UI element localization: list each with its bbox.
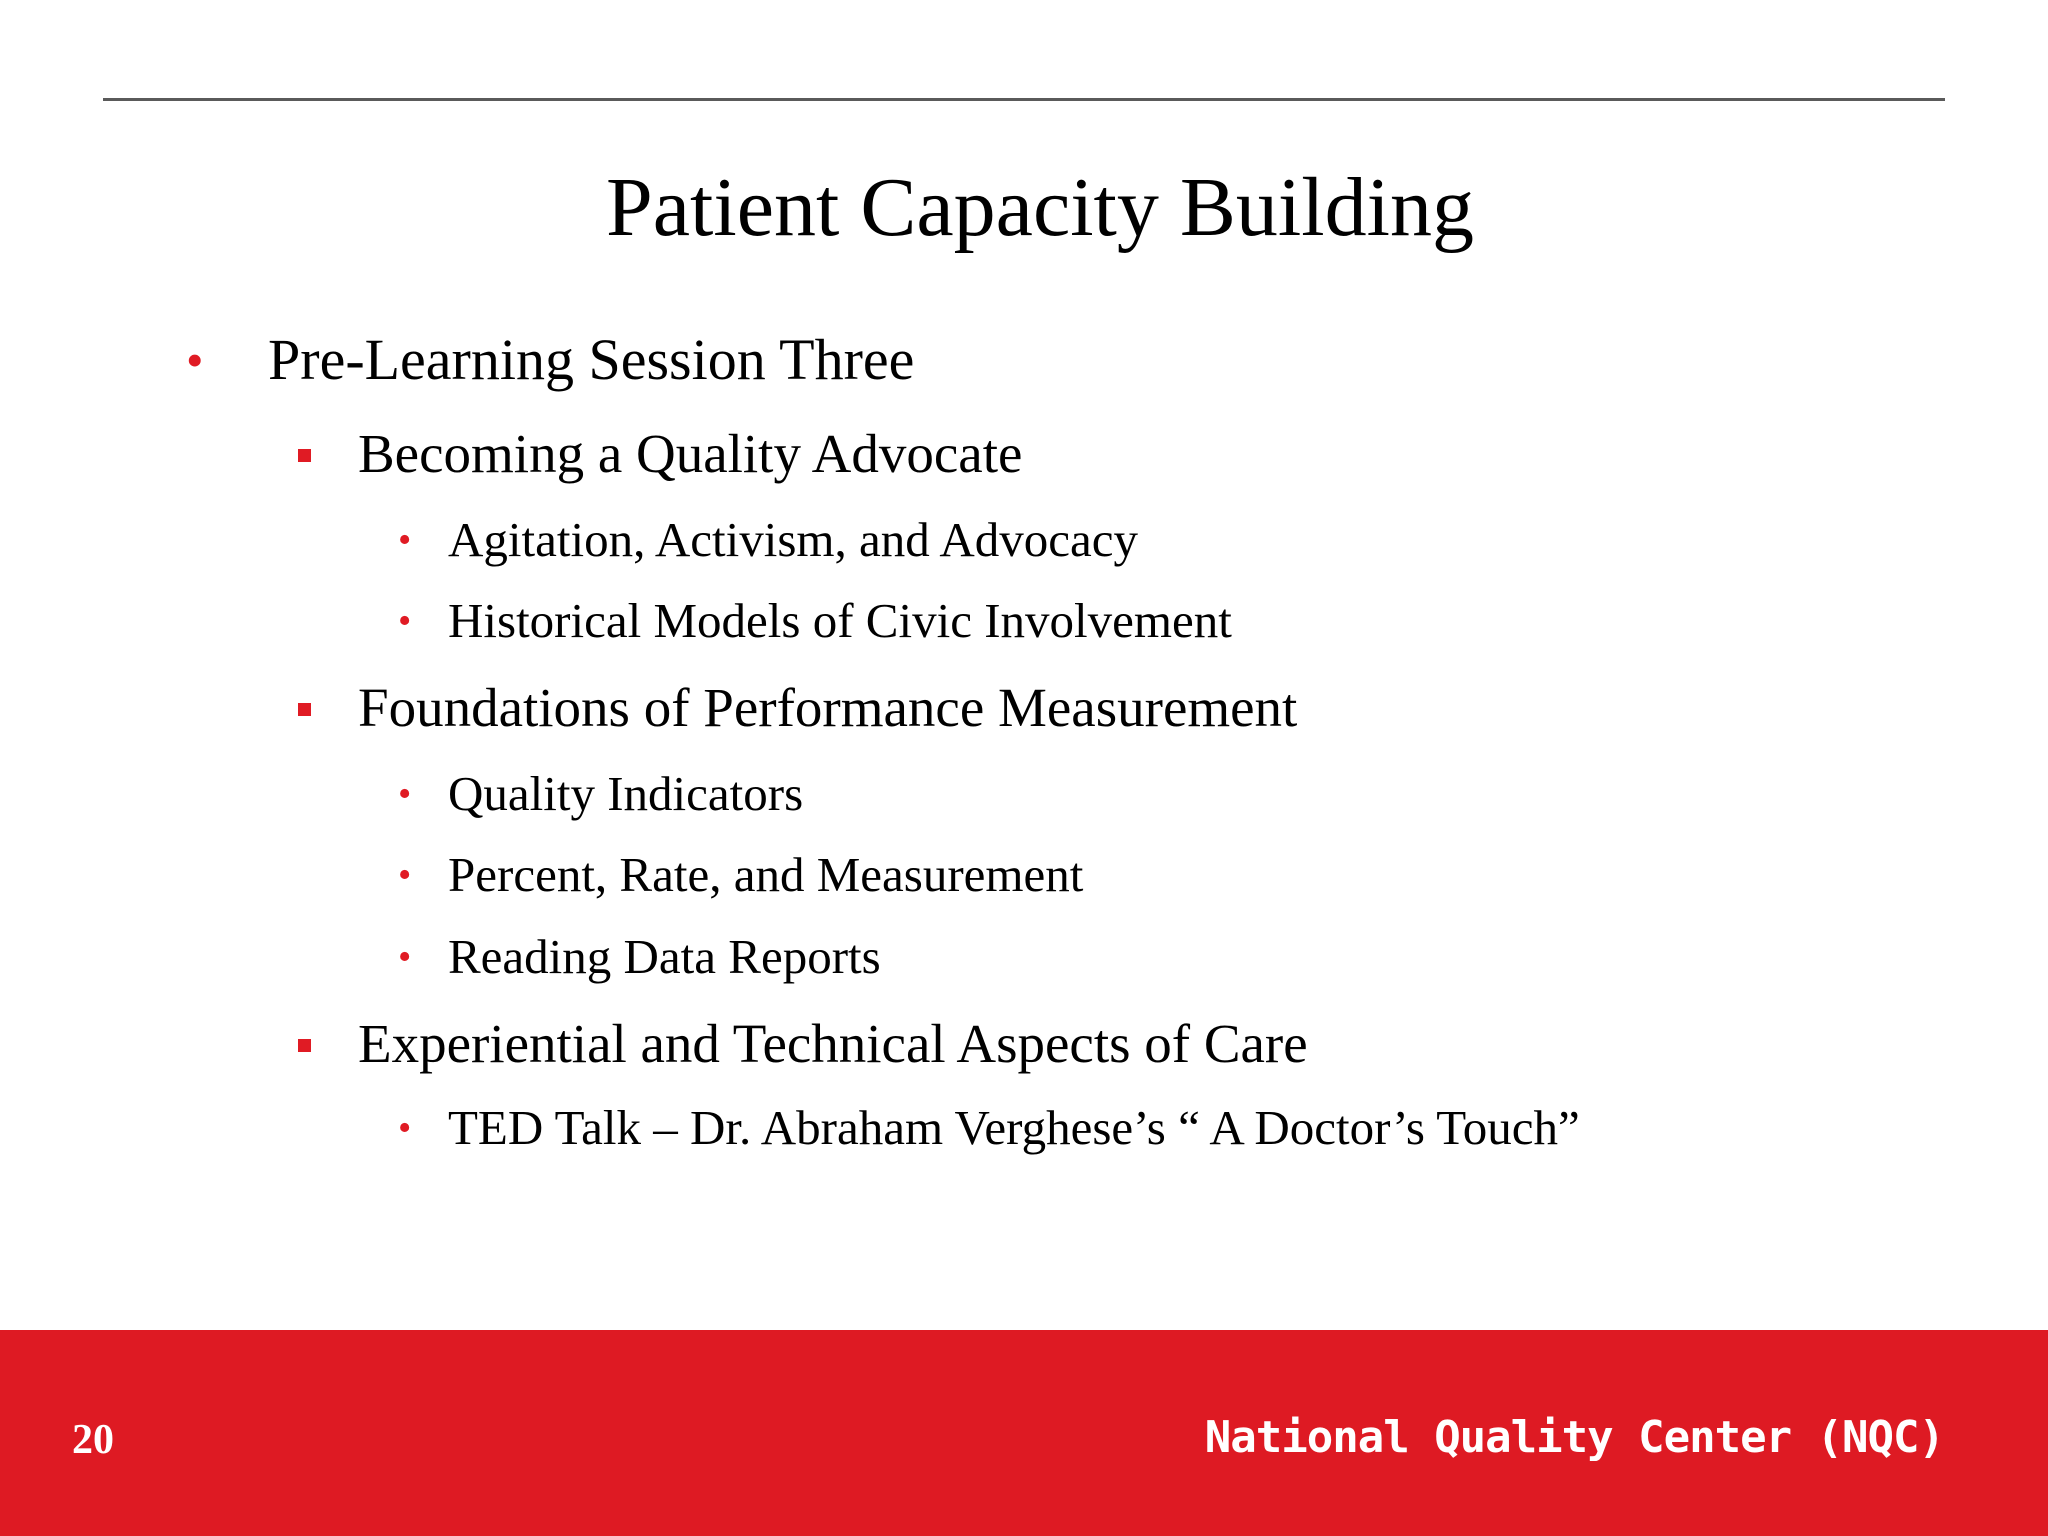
- round-bullet-icon: •: [398, 854, 412, 896]
- bullet-text: Percent, Rate, and Measurement: [448, 847, 1084, 902]
- bullet-text: Foundations of Performance Measurement: [358, 677, 1298, 738]
- round-bullet-icon: •: [186, 332, 204, 388]
- bullet-text: Pre-Learning Session Three: [268, 327, 915, 392]
- bullet-text: Reading Data Reports: [448, 929, 881, 984]
- square-bullet-icon: [298, 1039, 311, 1052]
- round-bullet-icon: •: [398, 600, 412, 642]
- bullet-text: Historical Models of Civic Involvement: [448, 593, 1232, 648]
- bullet-text: Quality Indicators: [448, 766, 804, 821]
- round-bullet-icon: •: [398, 519, 412, 561]
- bullet-text: Agitation, Activism, and Advocacy: [448, 512, 1138, 567]
- bullet-text: Experiential and Technical Aspects of Care: [358, 1013, 1308, 1074]
- square-bullet-icon: [298, 703, 311, 716]
- round-bullet-icon: •: [398, 773, 412, 815]
- square-bullet-icon: [298, 449, 311, 462]
- round-bullet-icon: •: [398, 1107, 412, 1149]
- round-bullet-icon: •: [398, 936, 412, 978]
- bullet-text: TED Talk – Dr. Abraham Verghese’s “ A Doctor’s Touch”: [448, 1100, 1580, 1155]
- top-divider: [103, 98, 1945, 101]
- slide-title: Patient Capacity Building: [606, 161, 1474, 254]
- bullet-text: Becoming a Quality Advocate: [358, 423, 1023, 484]
- page-number: 20: [72, 1417, 114, 1463]
- organization-name: National Quality Center (NQC): [1204, 1412, 1944, 1463]
